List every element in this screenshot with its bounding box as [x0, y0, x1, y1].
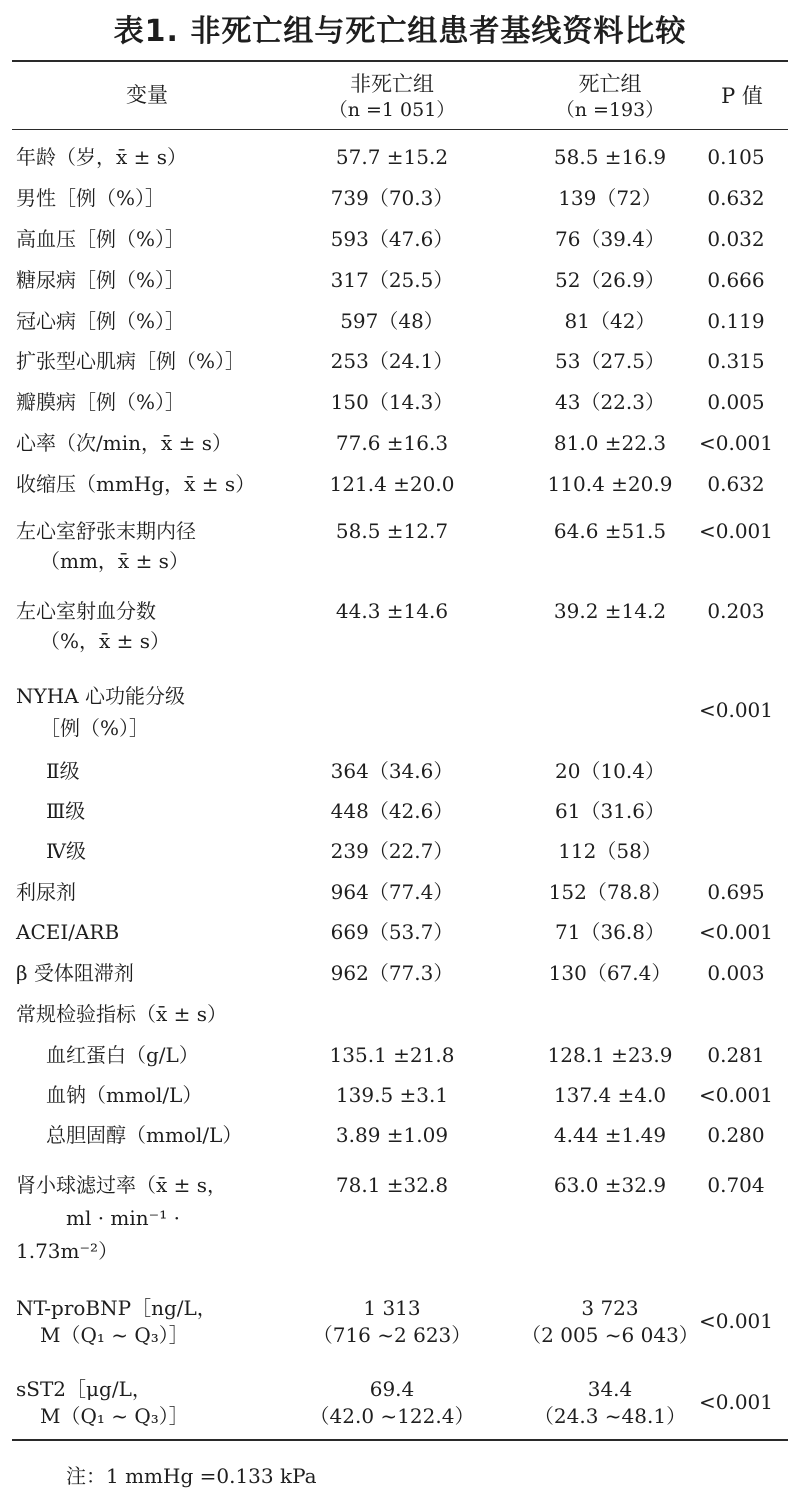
cell-group2: 53（27.5）	[555, 349, 665, 373]
cell-pvalue: <0.001	[698, 920, 773, 944]
cell-group2: 112（58）	[558, 839, 662, 863]
cell-group2: 139（72）	[558, 186, 662, 210]
cell-pvalue: <0.001	[698, 698, 773, 722]
cell-pvalue: <0.001	[698, 519, 773, 543]
row-label: 总胆固醇（mmol/L）	[46, 1123, 243, 1147]
cell-group1: 77.6 ±16.3	[335, 431, 449, 455]
row-label: Ⅱ级	[46, 759, 80, 783]
cell-group2: 61（31.6）	[555, 799, 665, 823]
cell-group2: 81（42）	[564, 309, 656, 333]
row-label: 肾小球滤过率（x̄ ± s，	[16, 1173, 228, 1197]
cell-group1: 364（34.6）	[330, 759, 454, 783]
cell-group1: （716 ~2 623）	[312, 1323, 472, 1347]
row-label-cont: M（Q₁ ~ Q₃）］	[40, 1323, 189, 1347]
row-label: Ⅳ级	[46, 839, 86, 863]
cell-group2: 4.44 ±1.49	[553, 1123, 667, 1147]
row-label: sST2［μg/L，	[16, 1377, 152, 1401]
cell-group1: 239（22.7）	[330, 839, 454, 863]
header-group2-name: 死亡组	[578, 72, 642, 96]
cell-group1: 1 313	[363, 1296, 421, 1320]
row-label-cont: （%，x̄ ± s）	[40, 629, 171, 653]
cell-group1: 597（48）	[340, 309, 444, 333]
cell-group1: 58.5 ±12.7	[335, 519, 449, 543]
table-note: 注：1 mmHg =0.133 kPa	[66, 1464, 317, 1488]
cell-group2: 64.6 ±51.5	[553, 519, 667, 543]
cell-group2: 34.4	[587, 1377, 633, 1401]
row-label: 常规检验指标（x̄ ± s）	[16, 1002, 228, 1026]
row-label: 糖尿病［例（%）］	[16, 268, 186, 292]
table-title: 表1. 非死亡组与死亡组患者基线资料比较	[113, 14, 687, 49]
cell-pvalue: 0.704	[707, 1173, 765, 1197]
cell-group1: 150（14.3）	[330, 390, 454, 414]
cell-pvalue: 0.003	[707, 961, 765, 985]
cell-group2: 152（78.8）	[548, 880, 672, 904]
cell-group2: 39.2 ±14.2	[553, 599, 667, 623]
row-label: 利尿剂	[16, 880, 76, 904]
row-label-cont: 1.73m⁻²）	[16, 1239, 119, 1263]
cell-group1: 57.7 ±15.2	[335, 145, 449, 169]
cell-group1: 962（77.3）	[330, 961, 454, 985]
cell-group2: 58.5 ±16.9	[553, 145, 667, 169]
header-pvalue: P 值	[721, 84, 763, 108]
cell-group1: 253（24.1）	[330, 349, 454, 373]
row-label: 年龄（岁，x̄ ± s）	[16, 145, 188, 169]
cell-pvalue: 0.281	[707, 1043, 765, 1067]
cell-group2: 52（26.9）	[555, 268, 665, 292]
header-rule	[12, 129, 788, 130]
row-label: Ⅲ级	[46, 799, 86, 823]
header-variable: 变量	[126, 83, 168, 107]
row-label: 男性［例（%）］	[16, 186, 166, 210]
row-label-cont: （mm，x̄ ± s）	[40, 549, 189, 573]
cell-pvalue: <0.001	[698, 1390, 773, 1414]
cell-group1: 69.4	[369, 1377, 415, 1401]
cell-group1: 139.5 ±3.1	[335, 1083, 449, 1107]
cell-group2: 63.0 ±32.9	[553, 1173, 667, 1197]
cell-group1: 135.1 ±21.8	[329, 1043, 455, 1067]
cell-group1: （42.0 ~122.4）	[309, 1404, 475, 1428]
row-label: 冠心病［例（%）］	[16, 309, 186, 333]
header-group1-name: 非死亡组	[350, 72, 434, 96]
row-label-cont: M（Q₁ ~ Q₃）］	[40, 1404, 189, 1428]
cell-group2: 110.4 ±20.9	[547, 472, 673, 496]
header-group1-n: （n =1 051）	[328, 99, 456, 121]
row-label: 血钠（mmol/L）	[46, 1083, 203, 1107]
cell-group2: 81.0 ±22.3	[553, 431, 667, 455]
row-label-cont: ［例（%）］	[40, 716, 150, 740]
cell-pvalue: 0.695	[707, 880, 765, 904]
cell-group2: （24.3 ~48.1）	[533, 1404, 687, 1428]
cell-pvalue: 0.632	[707, 186, 765, 210]
row-label-cont: ml · min⁻¹ ·	[66, 1206, 180, 1230]
cell-group1: 593（47.6）	[330, 227, 454, 251]
cell-pvalue: 0.032	[707, 227, 765, 251]
row-label: 血红蛋白（g/L）	[46, 1043, 199, 1067]
cell-pvalue: 0.666	[707, 268, 765, 292]
cell-group1: 3.89 ±1.09	[335, 1123, 449, 1147]
row-label: NT-proBNP［ng/L，	[16, 1296, 217, 1320]
row-label: 高血压［例（%）］	[16, 227, 186, 251]
cell-group1: 317（25.5）	[330, 268, 454, 292]
cell-group2: 71（36.8）	[555, 920, 665, 944]
cell-group1: 448（42.6）	[330, 799, 454, 823]
cell-group2: 130（67.4）	[548, 961, 672, 985]
cell-pvalue: <0.001	[698, 431, 773, 455]
cell-pvalue: <0.001	[698, 1083, 773, 1107]
cell-group2: 3 723	[581, 1296, 639, 1320]
cell-group1: 964（77.4）	[330, 880, 454, 904]
row-label: 心率（次/min，x̄ ± s）	[16, 431, 232, 455]
row-label: 左心室舒张末期内径	[16, 519, 196, 543]
cell-group2: 20（10.4）	[555, 759, 665, 783]
cell-pvalue: 0.280	[707, 1123, 765, 1147]
header-group2-n: （n =193）	[555, 99, 665, 121]
cell-group1: 44.3 ±14.6	[335, 599, 449, 623]
cell-pvalue: 0.632	[707, 472, 765, 496]
cell-group1: 669（53.7）	[330, 920, 454, 944]
cell-group2: （2 005 ~6 043）	[521, 1323, 699, 1347]
row-label: β 受体阻滞剂	[16, 961, 134, 985]
cell-pvalue: <0.001	[698, 1309, 773, 1333]
cell-group1: 78.1 ±32.8	[335, 1173, 449, 1197]
cell-group2: 137.4 ±4.0	[553, 1083, 667, 1107]
cell-pvalue: 0.005	[707, 390, 765, 414]
bottom-rule	[12, 1439, 788, 1441]
row-label: 左心室射血分数	[16, 599, 156, 623]
top-rule	[12, 60, 788, 62]
row-label: 收缩压（mmHg，x̄ ± s）	[16, 472, 256, 496]
cell-group2: 43（22.3）	[555, 390, 665, 414]
cell-group1: 121.4 ±20.0	[329, 472, 455, 496]
cell-pvalue: 0.105	[707, 145, 765, 169]
cell-pvalue: 0.315	[707, 349, 765, 373]
cell-group1: 739（70.3）	[330, 186, 454, 210]
cell-pvalue: 0.203	[707, 599, 765, 623]
cell-group2: 128.1 ±23.9	[547, 1043, 673, 1067]
row-label: 瓣膜病［例（%）］	[16, 390, 186, 414]
row-label: 扩张型心肌病［例（%）］	[16, 349, 246, 373]
cell-group2: 76（39.4）	[555, 227, 665, 251]
row-label: NYHA 心功能分级	[16, 684, 185, 708]
row-label: ACEI/ARB	[16, 920, 120, 944]
cell-pvalue: 0.119	[707, 309, 765, 333]
